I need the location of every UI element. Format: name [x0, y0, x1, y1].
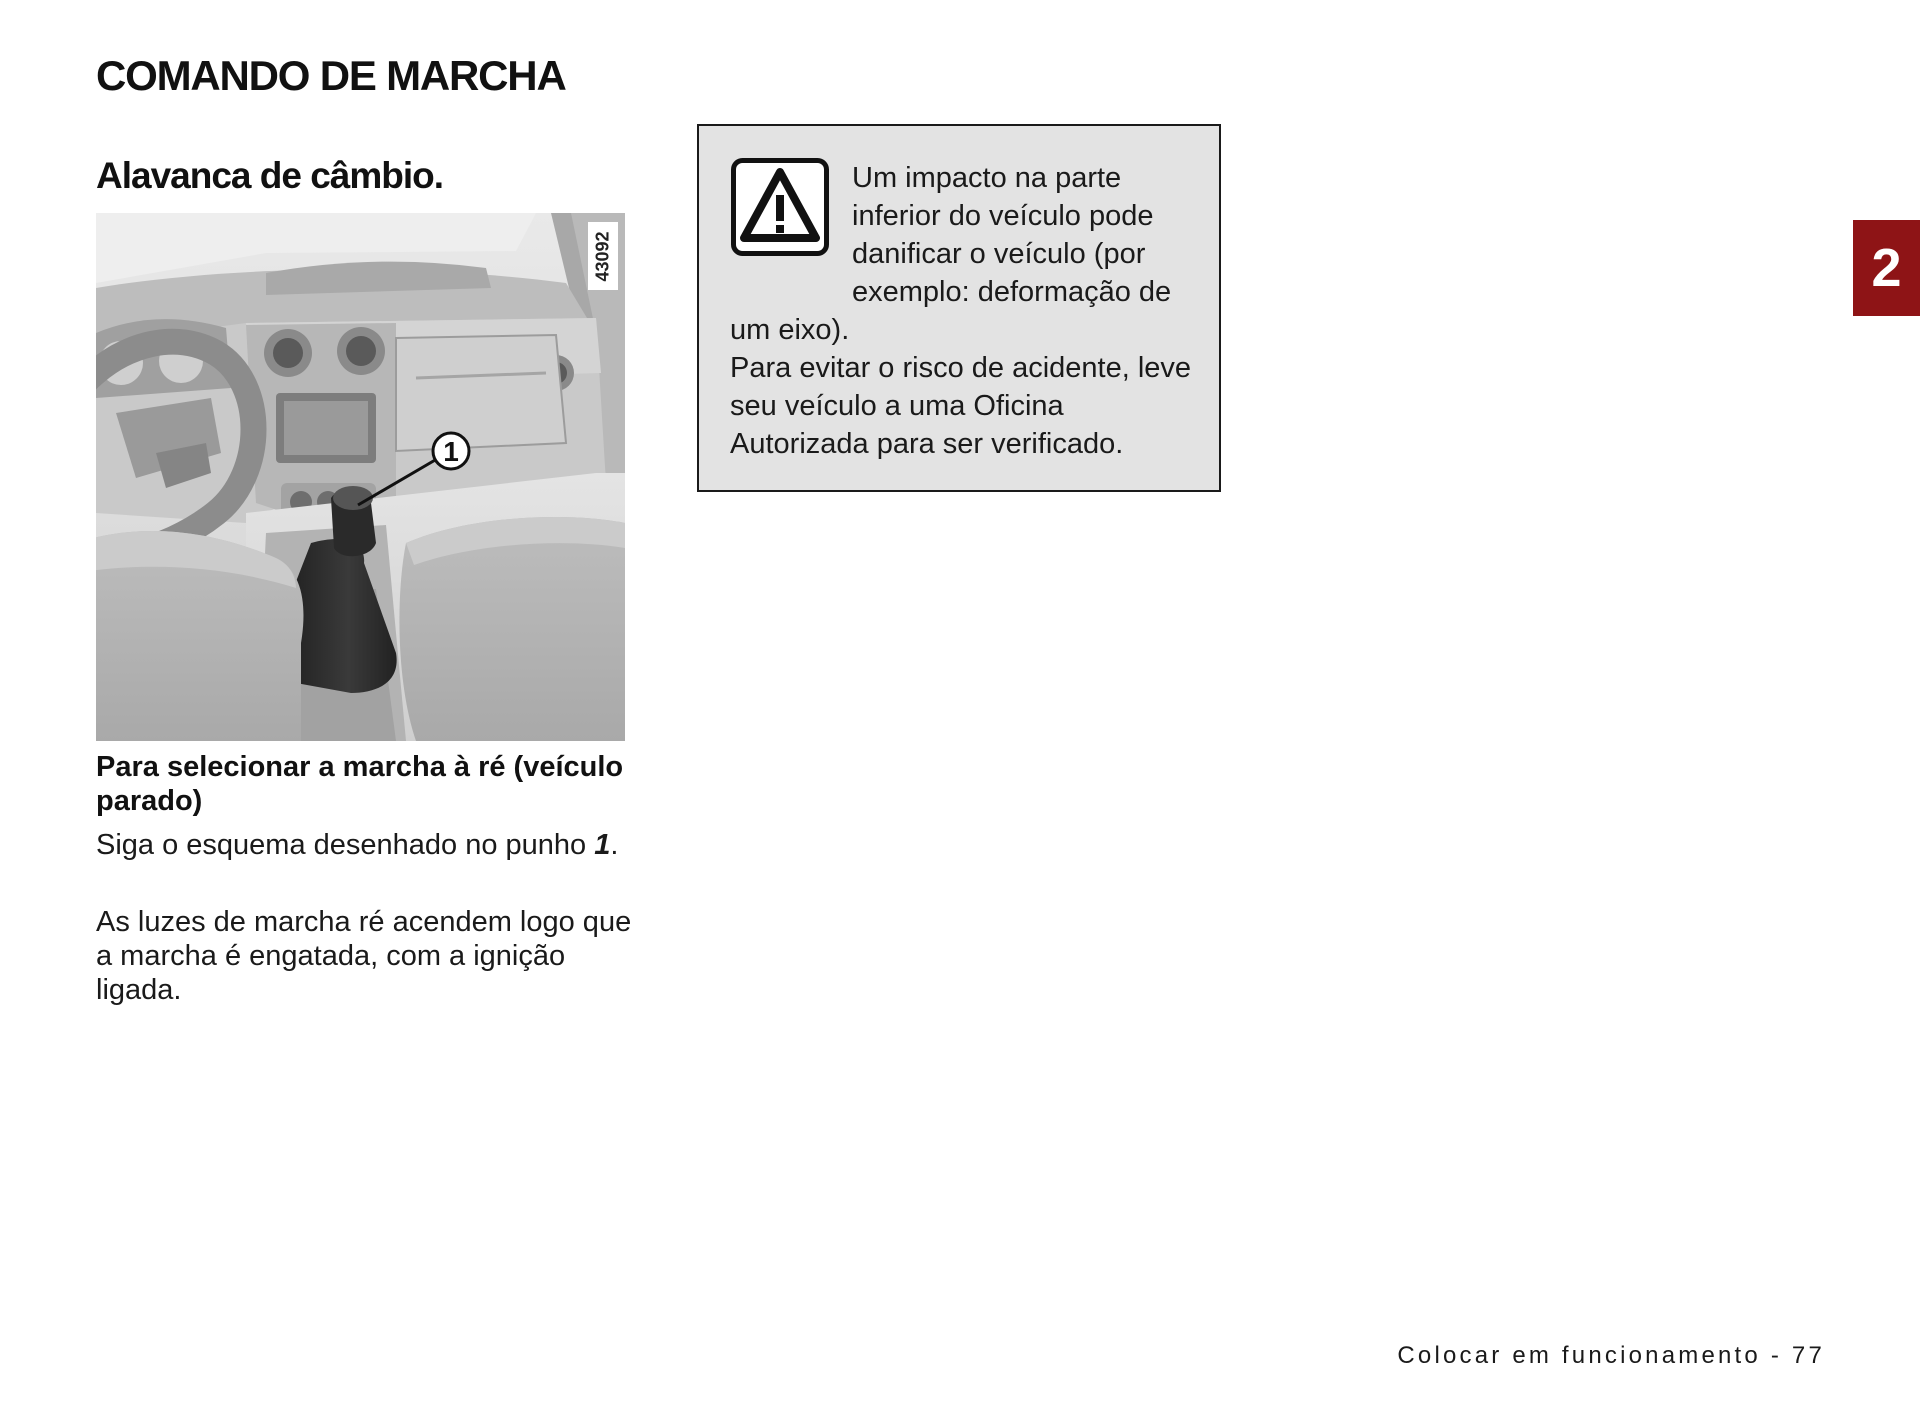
page-title: COMANDO DE MARCHA [96, 52, 566, 99]
section-title: Alavanca de câmbio. [96, 155, 444, 196]
reverse-gear-instruction: Siga o esquema desenhado no punho 1. [96, 829, 619, 861]
figure-reference-code: 43092 [588, 222, 618, 290]
callout-label: 1 [443, 436, 459, 467]
gear-lever-illustration [96, 213, 625, 741]
chapter-tab: 2 [1853, 220, 1920, 316]
warning-box [697, 124, 1221, 492]
reference-number: 1 [594, 829, 611, 861]
reverse-lights-note: As luzes de marcha ré acendem logo que a marcha é engatada, com a ignição ligada. [96, 906, 632, 1006]
page-footer: Colocar em funcionamento - 77 [1397, 1342, 1825, 1369]
warning-text: Um impacto na parte inferior do veículo pode danificar o veículo (por exemplo: deformação de um eixo). Para evitar o risco de acidente, leve seu veículo a uma Oficina Autorizada para ser verificado. [730, 162, 1192, 460]
reverse-gear-subheading: Para selecionar a marcha à ré (veículo parado) [96, 751, 624, 817]
